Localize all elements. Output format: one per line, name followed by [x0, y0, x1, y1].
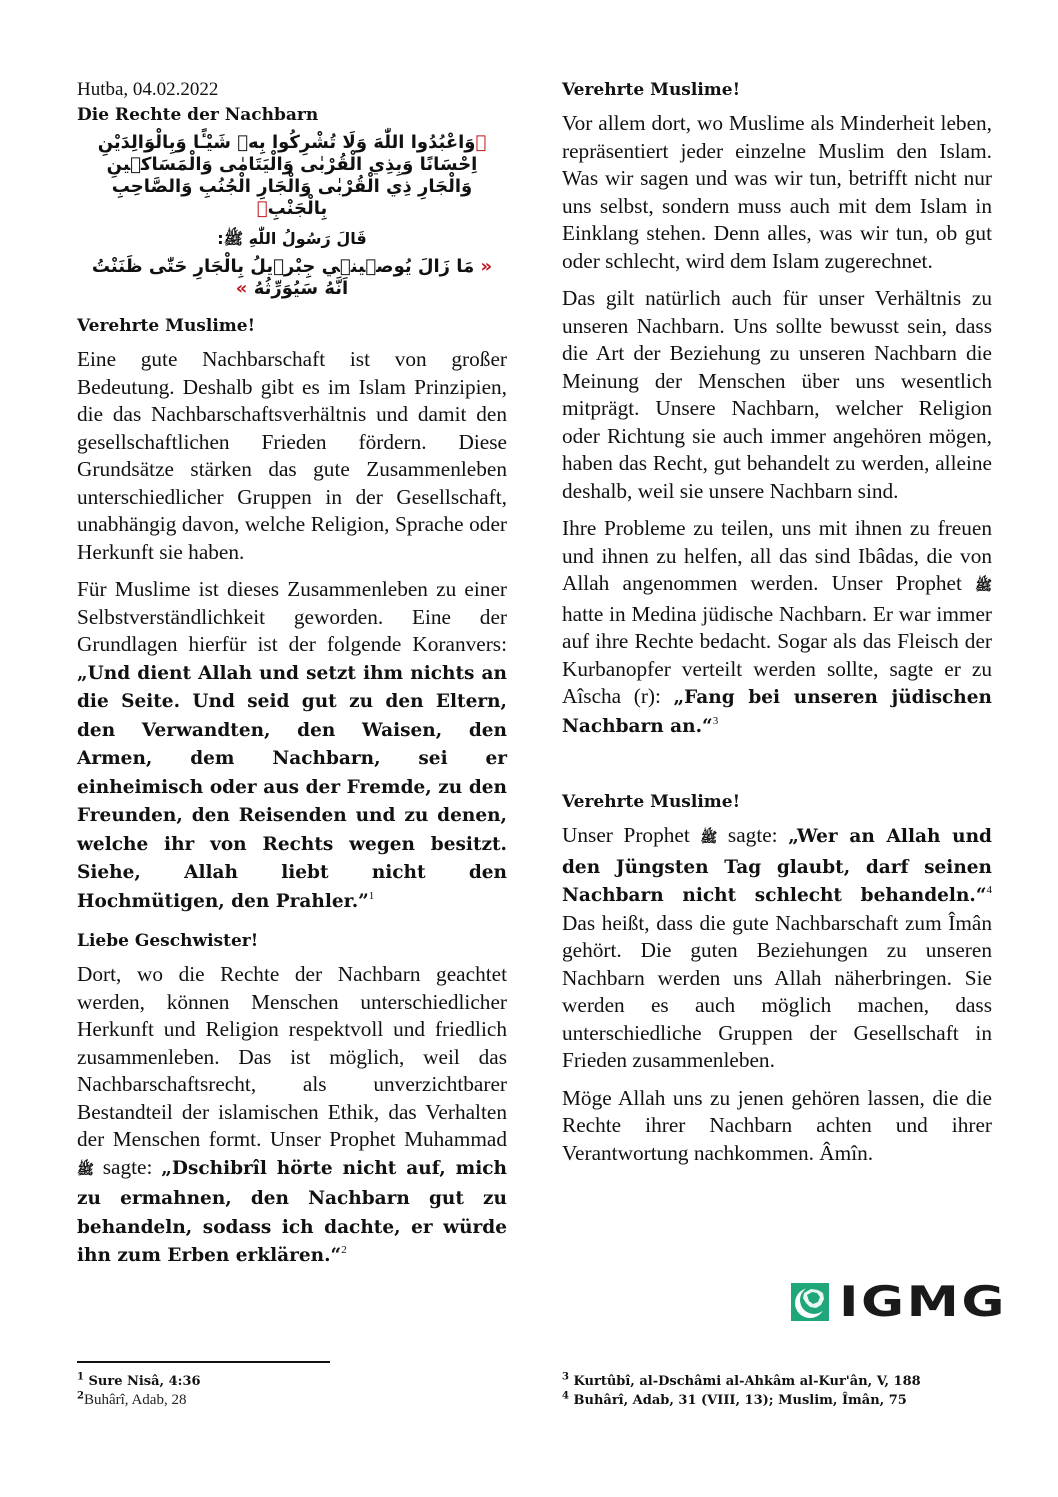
salawat-glyph-icon: ﷺ: [77, 1161, 94, 1178]
footnote-item: $^4$ Buhârî, Adab, 31 (VIII, 13); Muslim, Îmân, 75: [562, 1390, 907, 1408]
footnote-ref[interactable]: 4: [986, 883, 992, 896]
paragraph: Das gilt natürlich auch für unser Verhältnis zu unseren Nachbarn. Uns sollte bewusst sein, dass die Art der Beziehung zu unseren Nachbarn die Meinung der Menschen über uns wesentlich mitprägt. Unsere Nachbarn, welcher Religion oder Richtung sie auch immer angehören mögen, haben das Recht, gut behandelt zu werden, alleine deshalb, weil sie unsere Nachbarn sind.: [562, 286, 992, 503]
arabic-quran-verse: [77, 132, 507, 220]
paragraph: [562, 822, 992, 1075]
footnote-ref[interactable]: 2: [341, 1243, 347, 1256]
left-column: [77, 78, 507, 1280]
footnote-item: $^2$Buhârî, Adab, 28: [77, 1390, 187, 1408]
footnote-item: $^3$ Kurtûbî, al-Dschâmi al-Ahkâm al-Kur'ân, V, 188: [562, 1371, 921, 1389]
spacer: [562, 750, 992, 776]
arabic-hadith-intro: قَالَ رَسُولُ اللّٰهِ ﷺ:: [217, 229, 367, 248]
footnote-ref[interactable]: 3: [712, 714, 719, 727]
verse-text: وَاعْبُدُوا اللّٰهَ وَلَا تُشْرِكُوا بِه۪ شَيْـًٔا وَبِالْوَالِدَيْنِ اِحْسَانًا وَبِذِي الْقُرْبٰى وَالْيَتَامٰى وَالْمَسَاك۪ينِ وَالْجَارِ ذِي الْقُرْبٰى وَالْجَارِ الْجُنُبِ وَالصَّاحِبِ بِالْجَنْبِ: [97, 132, 478, 219]
footnotes-left: [77, 1372, 201, 1410]
document-title: Die Rechte der Nachbarn: [77, 105, 319, 125]
salawat-glyph-icon: ﷺ: [700, 830, 718, 846]
hadith-quote: „Wer an Allah und den Jüngsten Tag glaubt, darf seinen Nachbarn nicht schlecht behandeln.“: [562, 826, 992, 906]
footnote-ref[interactable]: 1: [368, 889, 375, 902]
paragraph-text: Ihre Probleme zu teilen, uns mit ihnen zu freuen und ihnen zu helfen, all das sind Ibâdas, die von Allah angenommen werden. Unser Prophet: [562, 516, 992, 595]
hadith-text: مَا زَالَ يُوص۪ين۪ي جِبْر۪يلُ بِالْجَارِ حَتّٰى ظَنَنْتُ اَنَّهُ سَيُوَرِّثُهُ: [91, 256, 475, 299]
paragraph: [77, 961, 507, 1270]
paragraph-text: Das heißt, dass die gute Nachbarschaft zum Îmân gehört. Die guten Beziehungen zu unseren Nachbarn werden uns Allah näherbringen. Sie werden es auch möglich machen, dass unterschiedliche Gruppen der Gesellschaft in Frieden zusammenleben.: [562, 910, 992, 1072]
verse-open-bracket: ﴿: [475, 132, 487, 153]
sermon-date: Hutba, 04.02.2022: [77, 79, 219, 100]
hadith-close-quote: »: [235, 278, 248, 299]
footnotes-right: [562, 1372, 921, 1410]
section-heading: Liebe Geschwister!: [77, 931, 259, 951]
quran-quote: „Und dient Allah und setzt ihm nichts an die Seite. Und seid gut zu den Eltern, den Verwandten, den Waisen, den Armen, dem Nachbarn, sei er einheimisch oder aus der Fremde, zu den Freunden, den Reisenden und zu denen, welche ihr von Rechts wegen besitzt. Siehe, Allah liebt nicht den Hochmütigen, den Prahler.”: [77, 662, 507, 912]
verse-close-bracket: ﴾: [256, 198, 268, 219]
paragraph-text: sagte:: [717, 823, 789, 847]
logo-text: IGMG: [839, 1277, 1007, 1326]
igmg-logo: [791, 1277, 1007, 1326]
paragraph: [562, 515, 992, 740]
hadith-quote: „Fang bei unseren jüdischen Nachbarn an.“: [562, 687, 992, 737]
paragraph-text: Für Muslime ist dieses Zusammenleben zu einer Selbstverständlichkeit geworden. Eine der Grundlagen hierfür ist der folgende Koranvers:: [77, 577, 507, 656]
paragraph-text: hatte in Medina jüdische Nachbarn. Er war immer auf ihre Rechte bedacht. Sogar als das Fleisch der Kurbanopfer verteilt werden sollte, sagte er zu Aîscha (r):: [562, 601, 992, 708]
salawat-glyph-icon: ﷺ: [975, 578, 992, 594]
footnote-item: $^1$ Sure Nisâ, 4:36: [77, 1371, 201, 1389]
paragraph: Eine gute Nachbarschaft ist von großer Bedeutung. Deshalb gibt es im Islam Prinzipien, die das Nachbarschaftsverhältnis und damit den gesellschaftlichen Frieden fördern. Diese Grundsätze stärken das gute Zusammenleben unterschiedlicher Gruppen in der Gesellschaft, unabhängig davon, welche Religion, Sprache oder Herkunft sie haben.: [77, 347, 507, 564]
hadith-open-quote: «: [480, 256, 493, 277]
section-heading: Verehrte Muslime!: [562, 80, 741, 100]
hadith-quote: „Dschibrîl hörte nicht auf, mich zu ermahnen, den Nachbarn gut zu behandeln, sodass ich dachte, er würde ihn zum Erben erklären.“: [77, 1157, 508, 1266]
paragraph-text: Dort, wo die Rechte der Nachbarn geachtet werden, können Menschen unterschiedlicher Herkunft und Religion respektvoll und friedlich zusammenleben. Das ist möglich, weil das Nachbarschaftsrecht, als unverzichtbarer Bestandteil der islamischen Ethik, das Verhalten der Menschen formt. Unser Prophet Muhammad: [77, 962, 507, 1151]
footnote-divider: [77, 1361, 330, 1363]
paragraph-text: sagte:: [93, 1154, 162, 1179]
paragraph-text: Unser Prophet: [562, 823, 701, 847]
paragraph: [77, 576, 507, 915]
section-heading: Verehrte Muslime!: [562, 792, 741, 812]
paragraph: Vor allem dort, wo Muslime als Minderheit leben, repräsentiert jeder einzelne Muslim den Islam. Was wir sagen und was wir tun, betrifft nicht nur uns selbst, sondern muss auch mit dem Islam in Einklang stehen. Denn alles, was wir tun, ob gut oder schlecht, wird dem Islam zugerechnet.: [562, 111, 992, 273]
arabic-hadith: [77, 256, 507, 300]
crescent-europe-map-icon: [791, 1283, 829, 1321]
right-column: [562, 78, 992, 1177]
section-heading: Verehrte Muslime!: [77, 316, 256, 336]
paragraph: Möge Allah uns zu jenen gehören lassen, die die Rechte ihrer Nachbarn achten und ihrer Verantwortung nachkommen. Âmîn.: [562, 1085, 992, 1165]
